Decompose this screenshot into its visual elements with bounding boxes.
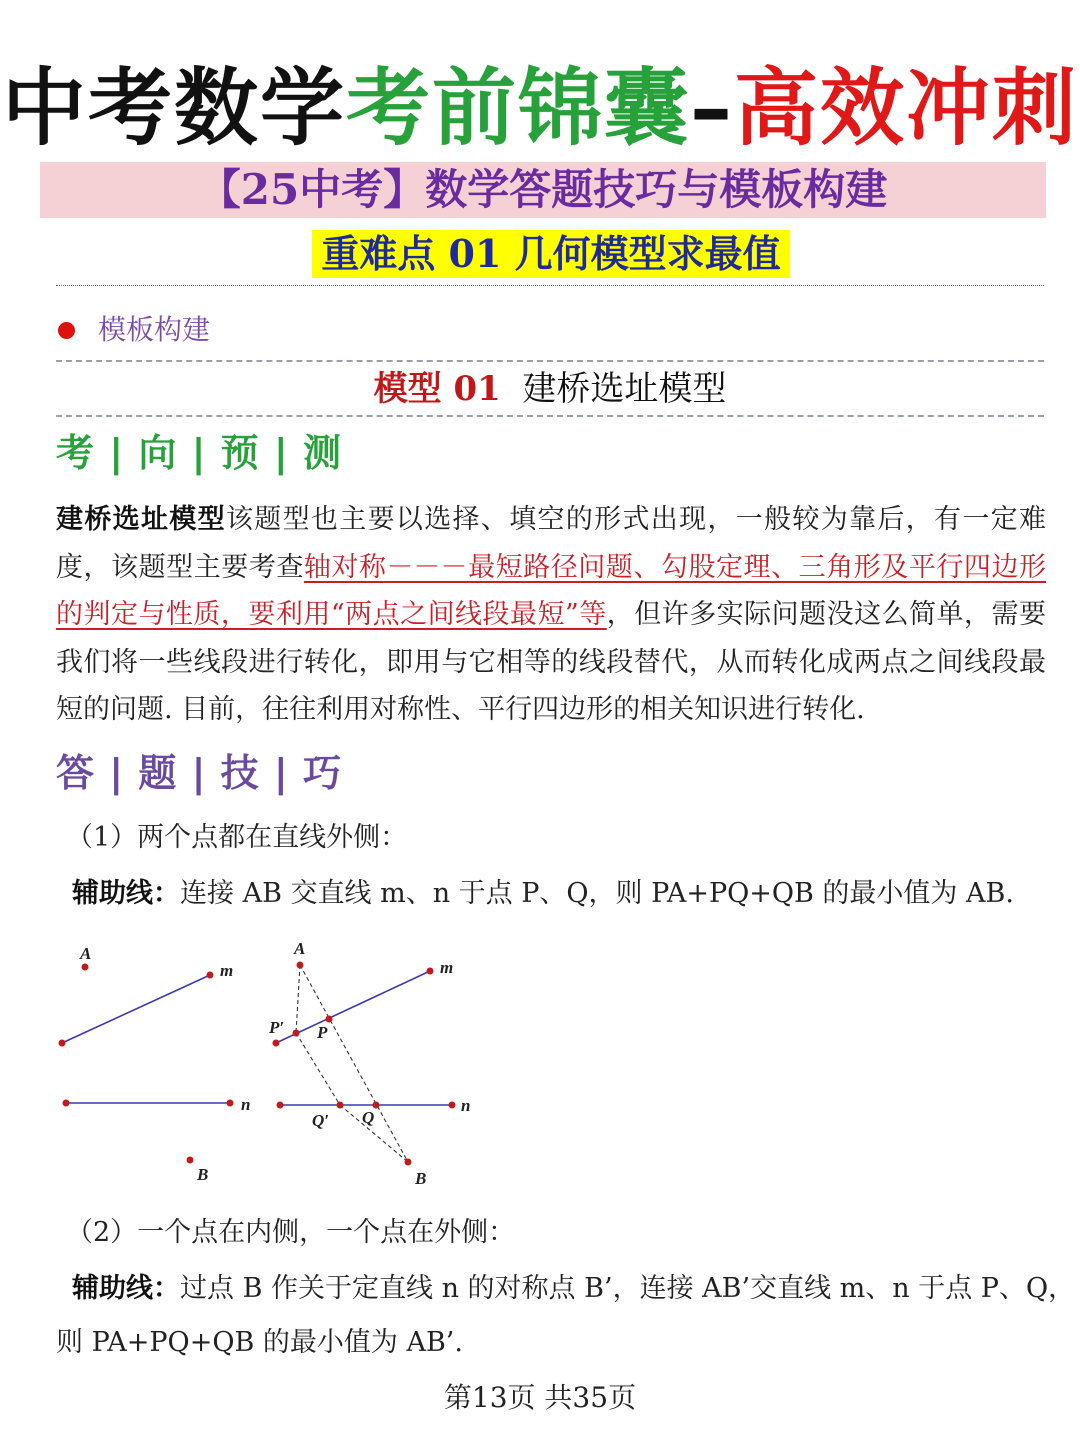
title-part-1: 中考数学 <box>1 59 346 157</box>
section-label: 模板构建 <box>98 313 211 346</box>
right-label-b: B <box>415 1169 427 1188</box>
left-label-n: n <box>241 1095 251 1114</box>
right-label-p: P <box>317 1023 328 1042</box>
left-point-a <box>82 964 89 971</box>
exam-trend-paragraph <box>56 496 1046 734</box>
model-title <box>0 366 1080 412</box>
case-2-text-line-2: 则 PA+PQ+QB 的最小值为 AB’. <box>56 1327 463 1358</box>
right-dash-ab <box>300 965 408 1162</box>
para-highlight: 轴对称－－－最短路径问题、勾股定理、三角形及平行四边形的判定与性质，要利用“两点之间线段最短”等 <box>56 551 1047 630</box>
right-point-m-end <box>427 968 434 975</box>
right-label-q: Q <box>362 1108 375 1127</box>
exam-trend-heading: 考 | 向 | 预 | 测 <box>56 431 343 475</box>
left-point-b <box>187 1157 194 1164</box>
right-point-a <box>297 962 304 969</box>
model-number: 模型 01 <box>373 369 501 409</box>
case-2-text-line-1: 过点 B 作关于定直线 n 的对称点 B’，连接 AB’交直线 m、n 于点 P、Q， <box>180 1273 1076 1304</box>
left-point-n-end <box>227 1100 234 1107</box>
case-1-text: 连接 AB 交直线 m、n 于点 P、Q，则 PA+PQ+QB 的最小值为 AB. <box>180 878 1014 909</box>
right-dash-ap-prime <box>296 965 300 1033</box>
main-title <box>0 58 1080 158</box>
case-1-title: （1）两个点都在直线外侧： <box>66 822 408 853</box>
left-line-m <box>62 975 210 1043</box>
divider-dotted <box>56 285 1044 286</box>
title-part-2: 考前锦囊 <box>345 59 690 157</box>
model-name: 建桥选址模型 <box>522 369 727 409</box>
right-label-n: n <box>461 1096 471 1115</box>
subtitle: 【25中考】数学答题技巧与模板构建 <box>198 165 888 214</box>
right-point-n-start <box>277 1102 284 1109</box>
right-dash-p-prime-q-prime <box>296 1033 340 1105</box>
right-label-m: m <box>440 958 454 977</box>
case-1-label: 辅助线： <box>72 878 180 909</box>
right-label-p-prime: P′ <box>269 1018 285 1037</box>
left-point-m-end <box>207 972 214 979</box>
left-label-m: m <box>220 961 234 980</box>
answer-skill-heading: 答 | 题 | 技 | 巧 <box>56 751 343 795</box>
right-point-p-prime <box>293 1030 300 1037</box>
topic-highlight: 重难点 01 几何模型求最值 <box>312 230 790 278</box>
para-text-2: ，但许多实际问题没这么简单，需要我们将一些线段进行转化，即用与它相等的线段替代，从而转化成两点之间线段最短的问题. 目前，往往利用对称性、平行四边形的相关知识进行转化. <box>56 599 1046 725</box>
right-label-q-prime: Q′ <box>312 1111 330 1130</box>
red-bullet-icon <box>58 322 75 339</box>
right-point-q-prime <box>337 1102 344 1109</box>
divider-dashed-top <box>56 360 1044 362</box>
case-2-aux <box>72 1269 1075 1309</box>
para-lead: 建桥选址模型 <box>56 504 226 535</box>
right-point-p <box>326 1016 333 1023</box>
title-dash: – <box>690 59 734 157</box>
left-point-m-start <box>59 1040 66 1047</box>
divider-dashed-bottom <box>56 415 1044 417</box>
left-point-n-start <box>63 1100 70 1107</box>
left-label-b: B <box>197 1165 209 1184</box>
right-point-n-end <box>449 1102 456 1109</box>
right-point-m-start <box>273 1040 280 1047</box>
right-point-b <box>405 1159 412 1166</box>
left-label-a: A <box>80 944 92 963</box>
geometry-diagram <box>40 930 500 1200</box>
right-label-a: A <box>294 939 306 958</box>
case-2-label: 辅助线： <box>72 1273 180 1304</box>
case-2-title: （2）一个点在内侧，一个点在外侧： <box>66 1217 516 1248</box>
title-part-3: 高效冲刺 <box>734 59 1079 157</box>
para-text-1: 该题型也主要以选择、填空的形式出现，一般较为靠后，有一定难度，该题型主要考查 <box>56 504 1047 583</box>
case-1-aux <box>72 874 1014 914</box>
page-footer: 第13页 共35页 <box>443 1381 637 1414</box>
